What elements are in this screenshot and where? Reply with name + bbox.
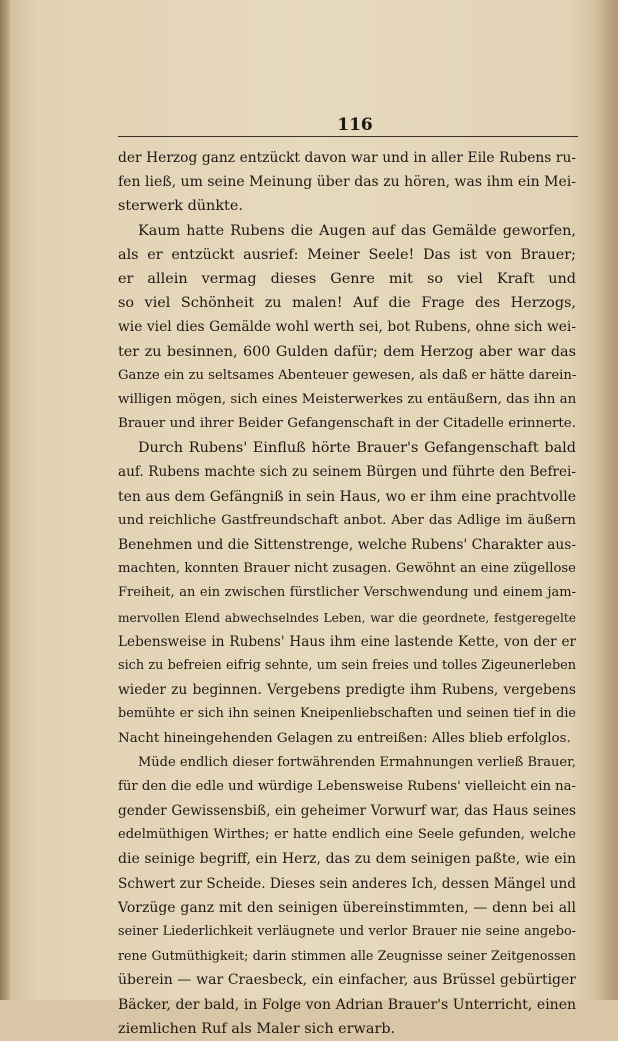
text-line: er allein vermag dieses Genre mit so viel Kraft und <box>118 270 576 287</box>
body-text <box>118 146 576 1041</box>
text-line: auf. Rubens machte sich zu seinem Bürgen und führte den Befrei- <box>118 464 576 481</box>
text-line: machten, konnten Brauer nicht zusagen. Gewöhnt an eine zügellose <box>118 561 576 577</box>
text-line: edelmüthigen Wirthes; er hatte endlich eine Seele gefunden, welche <box>118 827 576 843</box>
text-line: wie viel dies Gemälde wohl werth sei, bot Rubens, ohne sich wei- <box>118 319 576 336</box>
text-line: Nacht hineingehenden Gelagen zu entreißen: Alles blieb erfolglos. <box>118 730 571 746</box>
bleed-through-mark <box>582 176 586 189</box>
text-line: Durch Rubens' Einfluß hörte Brauer's Gefangenschaft bald <box>138 440 576 457</box>
text-line: die seinige begriff, ein Herz, das zu dem seinigen paßte, wie ein <box>118 851 576 868</box>
text-line: seiner Liederlichkeit verläugnete und verlor Brauer nie seine angebo- <box>118 924 576 939</box>
text-line: Freiheit, an ein zwischen fürstlicher Verschwendung und einem jam- <box>118 585 576 601</box>
text-line: rene Gutmüthigkeit; darin stimmen alle Zeugnisse seiner Zeitgenossen <box>118 948 576 964</box>
text-line: sterwerk dünkte. <box>118 198 243 215</box>
text-line: fen ließ, um seine Meinung über das zu hören, was ihm ein Mei- <box>118 174 576 191</box>
text-line: ter zu besinnen, 600 Gulden dafür; dem Herzog aber war das <box>118 343 576 360</box>
page-gutter <box>0 0 10 1000</box>
text-line: überein — war Craesbeck, ein einfacher, aus Brüssel gebürtiger <box>118 972 576 989</box>
text-line: für den die edle und würdige Lebensweise Rubens' vielleicht ein na- <box>118 778 576 794</box>
text-line: Bäcker, der bald, in Folge von Adrian Brauer's Unterricht, einen <box>118 996 576 1013</box>
text-line: mervollen Elend abwechselndes Leben, war die geordnete, festgeregelte <box>118 610 576 625</box>
text-line: sich zu befreien eifrig sehnte, um sein freies und tolles Zigeunerleben <box>118 657 576 673</box>
page-edge-shadow <box>596 0 618 1000</box>
text-line: bemühte er sich ihn seinen Kneipenliebschaften und seinen tief in die <box>118 706 576 722</box>
text-line: Ganze ein zu seltsames Abenteuer gewesen, als daß er hätte darein- <box>118 367 577 383</box>
text-line: ten aus dem Gefängniß in sein Haus, wo er ihm eine prachtvolle <box>118 488 576 505</box>
text-line: willigen mögen, sich eines Meisterwerkes zu entäußern, das ihn an <box>118 391 577 407</box>
text-line: der Herzog ganz entzückt davon war und in aller Eile Rubens ru- <box>118 150 576 166</box>
text-line: Brauer und ihrer Beider Gefangenschaft in der Citadelle erinnerte. <box>118 416 576 432</box>
text-line: Lebensweise in Rubens' Haus ihm eine lastende Kette, von der er <box>118 633 576 650</box>
text-line: ziemlichen Ruf als Maler sich erwarb. <box>118 1020 396 1037</box>
page-number: 116 <box>337 115 373 135</box>
text-line: so viel Schönheit zu malen! Auf die Frage des Herzogs, <box>118 295 576 312</box>
text-line: gender Gewissensbiß, ein geheimer Vorwurf war, das Haus seines <box>118 803 576 820</box>
text-line: als er entzückt ausrief: Meiner Seele! Das ist von Brauer; <box>118 246 576 263</box>
text-line: Kaum hatte Rubens die Augen auf das Gemälde geworfen, <box>138 222 576 239</box>
header-rule <box>118 136 578 137</box>
text-line: Benehmen und die Sittenstrenge, welche Rubens' Charakter aus- <box>118 537 576 553</box>
text-line: Schwert zur Scheide. Dieses sein anderes Ich, dessen Mängel und <box>118 875 576 892</box>
text-line: Müde endlich dieser fortwährenden Ermahnungen verließ Brauer, <box>138 754 576 770</box>
text-line: Vorzüge ganz mit den seinigen übereinstimmten, — denn bei all <box>118 899 576 916</box>
text-line: wieder zu beginnen. Vergebens predigte ihm Rubens, vergebens <box>118 682 576 699</box>
text-line: und reichliche Gastfreundschaft anbot. Aber das Adlige im äußern <box>118 512 576 528</box>
